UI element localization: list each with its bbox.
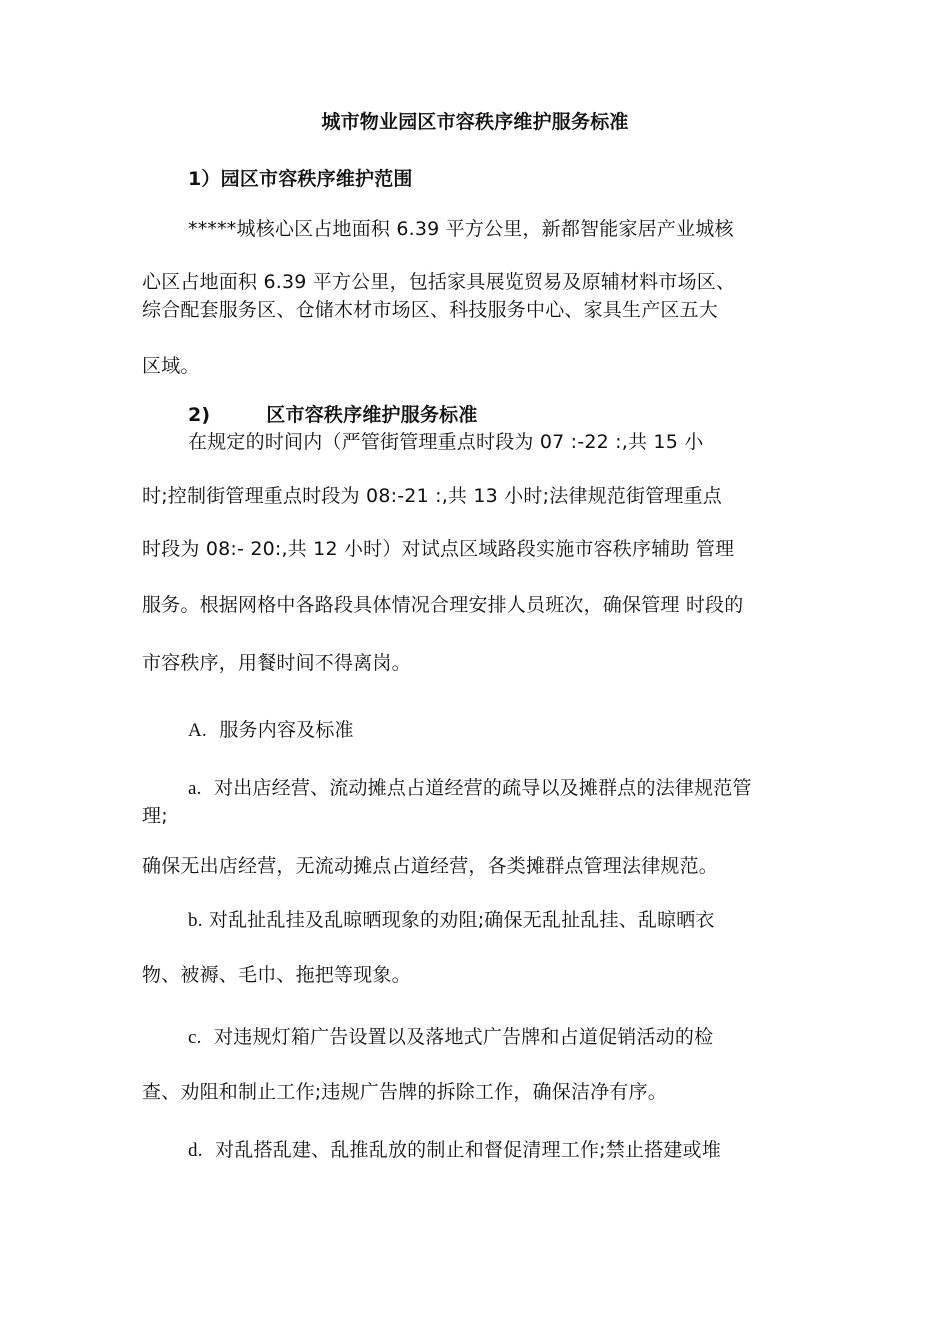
item-b-label: b.	[188, 910, 203, 931]
section1-line-4: 区域。	[142, 355, 200, 377]
subsection-a-label: A.	[188, 720, 207, 741]
item-c-label: c.	[188, 1027, 202, 1048]
item-a-line-1	[188, 776, 752, 801]
section2-line-3: 时段为 08:- 20:,共 12 小时）对试点区域路段实施市容秩序辅助 管理	[142, 538, 735, 560]
item-b-line-1	[188, 908, 715, 933]
item-c-line-2: 查、劝阻和制止工作;违规广告牌的拆除工作，确保洁净有序。	[142, 1081, 668, 1103]
document-title: 城市物业园区市容秩序维护服务标准	[321, 111, 629, 133]
item-d-label: d.	[188, 1140, 203, 1161]
item-a-text-1: 对出店经营、流动摊点占道经营的疏导以及摊群点的法律规范管	[214, 777, 752, 799]
item-d-line-1	[188, 1138, 721, 1163]
section1-heading: 1）园区市容秩序维护范围	[188, 168, 413, 190]
section2-line-1: 在规定的时间内（严管街管理重点时段为 07 :-22 :,共 15 小	[188, 431, 704, 453]
item-a-line-2: 理;	[142, 805, 168, 827]
section2-line-5: 市容秩序，用餐时间不得离岗。	[142, 652, 411, 674]
section2-line-2: 时;控制街管理重点时段为 08:-21 :,共 13 小时;法律规范街管理重点	[142, 485, 722, 507]
item-c-line-1	[188, 1025, 713, 1050]
section1-line-3: 综合配套服务区、仓储木材市场区、科技服务中心、家具生产区五大	[142, 299, 719, 321]
item-b-line-2: 物、被褥、毛巾、拖把等现象。	[142, 964, 411, 986]
section2-line-4: 服务。根据网格中各路段具体情况合理安排人员班次，确保管理 时段的	[142, 594, 744, 616]
item-a-line-3: 确保无出店经营，无流动摊点占道经营，各类摊群点管理法律规范。	[142, 855, 719, 877]
item-b-text-1: 对乱扯乱挂及乱晾晒现象的劝阻;确保无乱扯乱挂、乱晾晒衣	[208, 909, 715, 931]
section1-line-2: 心区占地面积 6.39 平方公里，包括家具展览贸易及原辅材料市场区、	[142, 271, 736, 293]
subsection-a-text: 服务内容及标准	[219, 719, 354, 741]
item-a-label: a.	[188, 778, 202, 799]
section2-heading-number: 2)	[188, 404, 211, 426]
section2-heading-text: 区市容秩序维护服务标准	[266, 404, 478, 426]
item-c-text-1: 对违规灯箱广告设置以及落地式广告牌和占道促销活动的检	[214, 1026, 714, 1048]
section1-line-1: *****城核心区占地面积 6.39 平方公里，新都智能家居产业城核	[188, 218, 734, 240]
item-d-text-1: 对乱搭乱建、乱推乱放的制止和督促清理工作;禁止搭建或堆	[215, 1139, 721, 1161]
subsection-a-heading	[188, 718, 354, 743]
section2-heading	[188, 403, 478, 427]
